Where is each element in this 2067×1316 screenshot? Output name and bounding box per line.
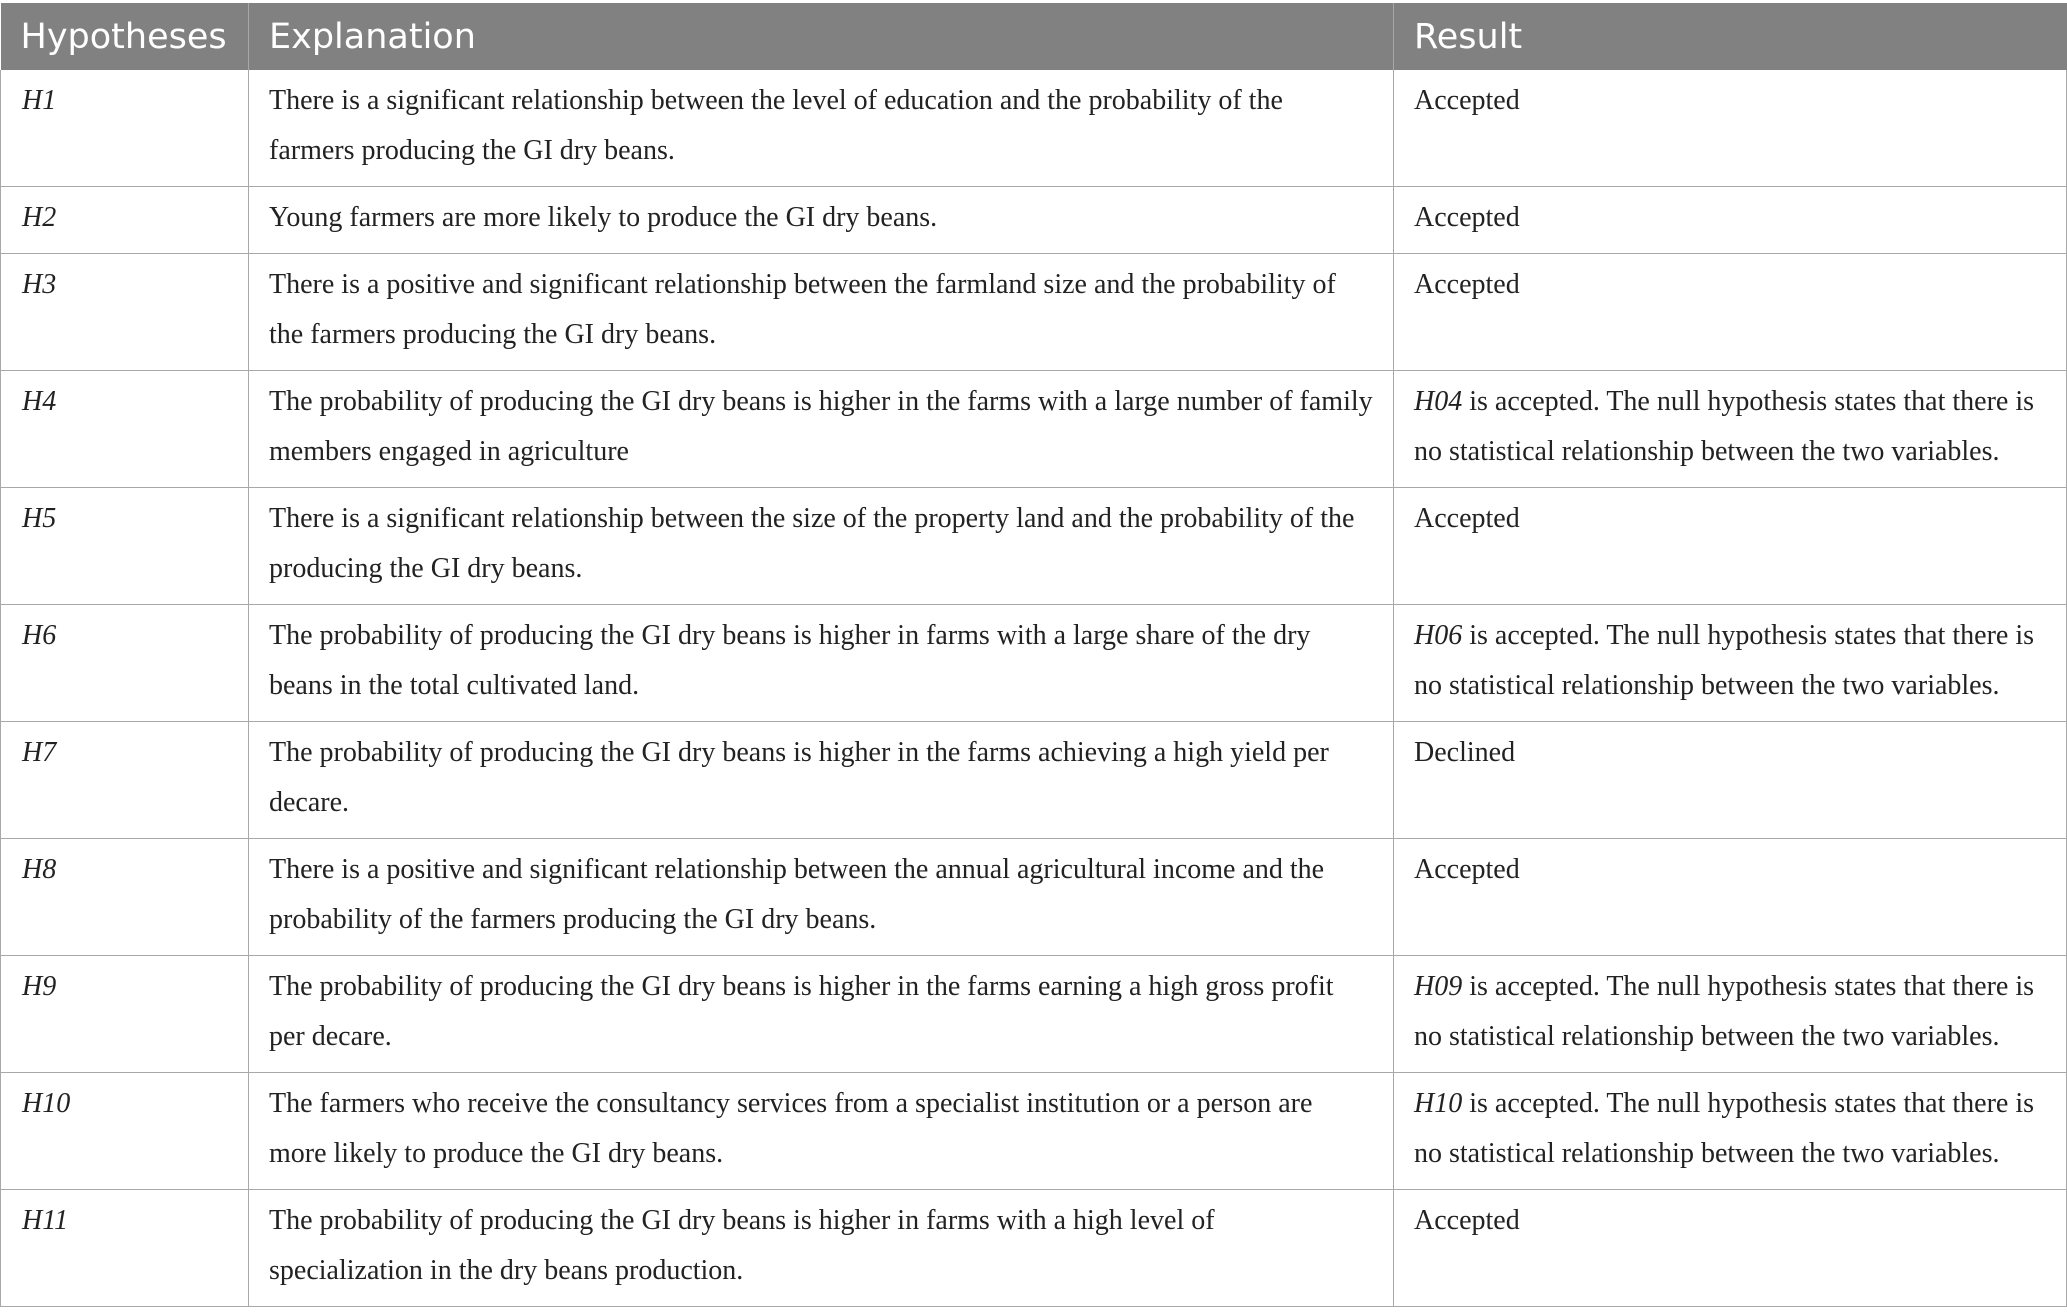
result-text: Accepted (1414, 1205, 1520, 1236)
header-explanation: Explanation (249, 3, 1394, 70)
result-text: is accepted. The null hypothesis states that there is no statistical relationship between the two variables. (1414, 386, 2035, 467)
hypothesis-id: H10 (1, 1073, 249, 1190)
table-row (1, 187, 2067, 254)
hypothesis-explanation: There is a significant relationship between the level of education and the probability of the farmers producing the GI dry beans. (249, 70, 1394, 187)
hypothesis-result (1394, 70, 2067, 187)
result-text: Accepted (1414, 202, 1520, 233)
table-row (1, 70, 2067, 187)
hypothesis-id: H7 (1, 722, 249, 839)
hypothesis-id: H8 (1, 839, 249, 956)
hypothesis-explanation: There is a positive and significant relationship between the annual agricultural income and the probability of the farmers producing the GI dry beans. (249, 839, 1394, 956)
hypothesis-id: H6 (1, 605, 249, 722)
hypothesis-explanation: The probability of producing the GI dry beans is higher in the farms achieving a high yield per decare. (249, 722, 1394, 839)
hypothesis-explanation: The probability of producing the GI dry beans is higher in farms with a high level of specialization in the dry beans production. (249, 1190, 1394, 1307)
hypothesis-explanation: The probability of producing the GI dry beans is higher in the farms earning a high gross profit per decare. (249, 956, 1394, 1073)
hypothesis-explanation: The probability of producing the GI dry beans is higher in the farms with a large number of family members engaged in agriculture (249, 371, 1394, 488)
result-text: Accepted (1414, 269, 1520, 300)
table-body (1, 70, 2067, 1307)
table-row (1, 254, 2067, 371)
header-row (1, 3, 2067, 70)
result-text: Accepted (1414, 85, 1520, 116)
result-text: Declined (1414, 737, 1516, 768)
result-hypothesis-ref: H04 (1414, 386, 1463, 417)
table-row (1, 722, 2067, 839)
hypotheses-table (0, 3, 2067, 1307)
table-row (1, 839, 2067, 956)
result-text: is accepted. The null hypothesis states that there is no statistical relationship between the two variables. (1414, 620, 2035, 701)
result-hypothesis-ref: H06 (1414, 620, 1463, 651)
hypotheses-table-container (0, 3, 2066, 1307)
table-row (1, 1190, 2067, 1307)
table-row (1, 371, 2067, 488)
hypothesis-id: H1 (1, 70, 249, 187)
hypothesis-result (1394, 956, 2067, 1073)
hypothesis-result (1394, 488, 2067, 605)
table-header (1, 3, 2067, 70)
hypothesis-id: H11 (1, 1190, 249, 1307)
hypothesis-result (1394, 605, 2067, 722)
hypothesis-explanation: There is a positive and significant relationship between the farmland size and the probability of the farmers producing the GI dry beans. (249, 254, 1394, 371)
result-text: is accepted. The null hypothesis states that there is no statistical relationship between the two variables. (1414, 971, 2035, 1052)
result-text: is accepted. The null hypothesis states that there is no statistical relationship between the two variables. (1414, 1088, 2035, 1169)
hypothesis-id: H3 (1, 254, 249, 371)
table-row (1, 488, 2067, 605)
hypothesis-result (1394, 254, 2067, 371)
hypothesis-explanation: The farmers who receive the consultancy services from a specialist institution or a person are more likely to produce the GI dry beans. (249, 1073, 1394, 1190)
hypothesis-explanation: The probability of producing the GI dry beans is higher in farms with a large share of the dry beans in the total cultivated land. (249, 605, 1394, 722)
result-text: Accepted (1414, 503, 1520, 534)
hypothesis-result (1394, 722, 2067, 839)
header-hypotheses: Hypotheses (1, 3, 249, 70)
hypothesis-result (1394, 1190, 2067, 1307)
table-row (1, 1073, 2067, 1190)
hypothesis-explanation: Young farmers are more likely to produce the GI dry beans. (249, 187, 1394, 254)
result-hypothesis-ref: H10 (1414, 1088, 1463, 1119)
result-text: Accepted (1414, 854, 1520, 885)
header-result: Result (1394, 3, 2067, 70)
hypothesis-explanation: There is a significant relationship between the size of the property land and the probability of the producing the GI dry beans. (249, 488, 1394, 605)
hypothesis-id: H9 (1, 956, 249, 1073)
hypothesis-result (1394, 1073, 2067, 1190)
table-row (1, 956, 2067, 1073)
hypothesis-id: H5 (1, 488, 249, 605)
hypothesis-result (1394, 839, 2067, 956)
result-hypothesis-ref: H09 (1414, 971, 1463, 1002)
table-row (1, 605, 2067, 722)
hypothesis-id: H4 (1, 371, 249, 488)
hypothesis-id: H2 (1, 187, 249, 254)
hypothesis-result (1394, 187, 2067, 254)
hypothesis-result (1394, 371, 2067, 488)
